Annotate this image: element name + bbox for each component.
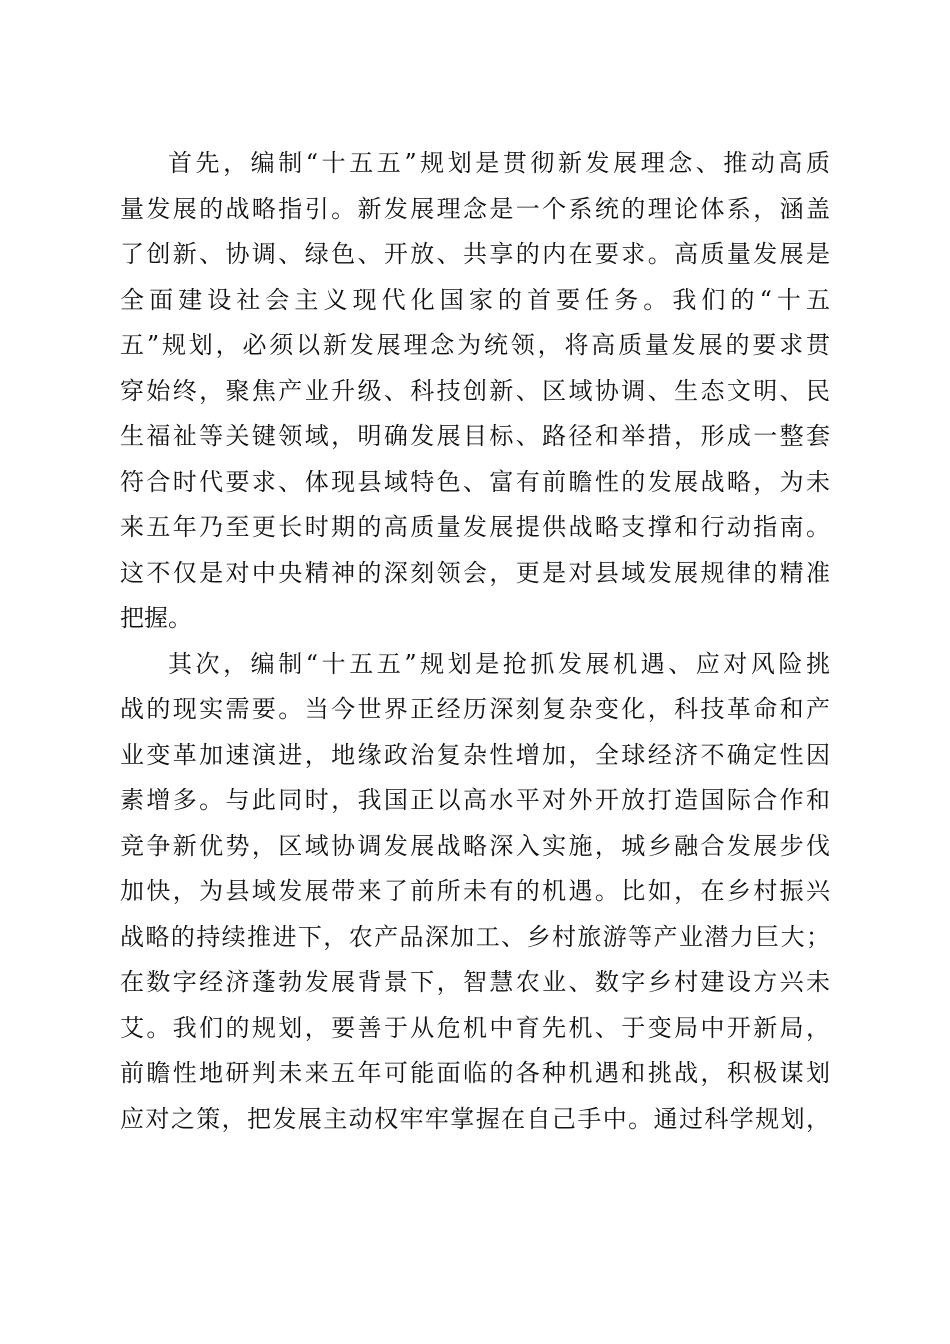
text-line: 全面建设社会主义现代化国家的首要任务。我们的“十五: [120, 285, 830, 314]
document-body: [120, 141, 830, 1142]
text-line: 来五年乃至更长时期的高质量发展提供战略支撑和行动指南。: [120, 513, 830, 541]
text-line: 这不仅是对中央精神的深刻领会，更是对县域发展规律的精准: [120, 558, 830, 587]
text-line: 应对之策，把发展主动权牢牢掌握在自己手中。通过科学规划，: [120, 1104, 830, 1133]
text-line: 了创新、协调、绿色、开放、共享的内在要求。高质量发展是: [120, 240, 830, 268]
text-line: 加快，为县域发展带来了前所未有的机遇。比如，在乡村振兴: [120, 877, 830, 905]
text-line: 把握。: [120, 604, 192, 632]
text-line: 量发展的战略指引。新发展理念是一个系统的理论体系，涵盖: [120, 194, 830, 223]
text-line: 战的现实需要。当今世界正经历深刻复杂变化，科技革命和产: [120, 695, 830, 723]
text-line: 五”规划，必须以新发展理念为统领，将高质量发展的要求贯: [120, 331, 830, 359]
text-line: 穿始终，聚焦产业升级、科技创新、区域协调、生态文明、民: [120, 376, 830, 405]
text-line: 符合时代要求、体现县域特色、富有前瞻性的发展战略，为未: [120, 467, 830, 496]
paragraph-2: [120, 642, 830, 1143]
text-line: 生福祉等关键领域，明确发展目标、路径和举措，形成一整套: [120, 422, 830, 450]
text-line: 竞争新优势，区域协调发展战略深入实施，城乡融合发展步伐: [120, 831, 830, 860]
text-line: 前瞻性地研判未来五年可能面临的各种机遇和挑战，积极谋划: [120, 1059, 830, 1087]
paragraph-1: [120, 141, 830, 642]
text-line: 业变革加速演进，地缘政治复杂性增加，全球经济不确定性因: [120, 740, 830, 769]
text-line: 战略的持续推进下，农产品深加工、乡村旅游等产业潜力巨大；: [120, 922, 830, 951]
text-line: 艾。我们的规划，要善于从危机中育先机、于变局中开新局，: [120, 1013, 830, 1042]
text-line: 在数字经济蓬勃发展背景下，智慧农业、数字乡村建设方兴未: [120, 968, 830, 996]
text-line: 首先，编制“十五五”规划是贯彻新发展理念、推动高质: [168, 149, 830, 177]
text-line: 素增多。与此同时，我国正以高水平对外开放打造国际合作和: [120, 786, 830, 814]
text-line: 其次，编制“十五五”规划是抢抓发展机遇、应对风险挑: [168, 649, 830, 678]
